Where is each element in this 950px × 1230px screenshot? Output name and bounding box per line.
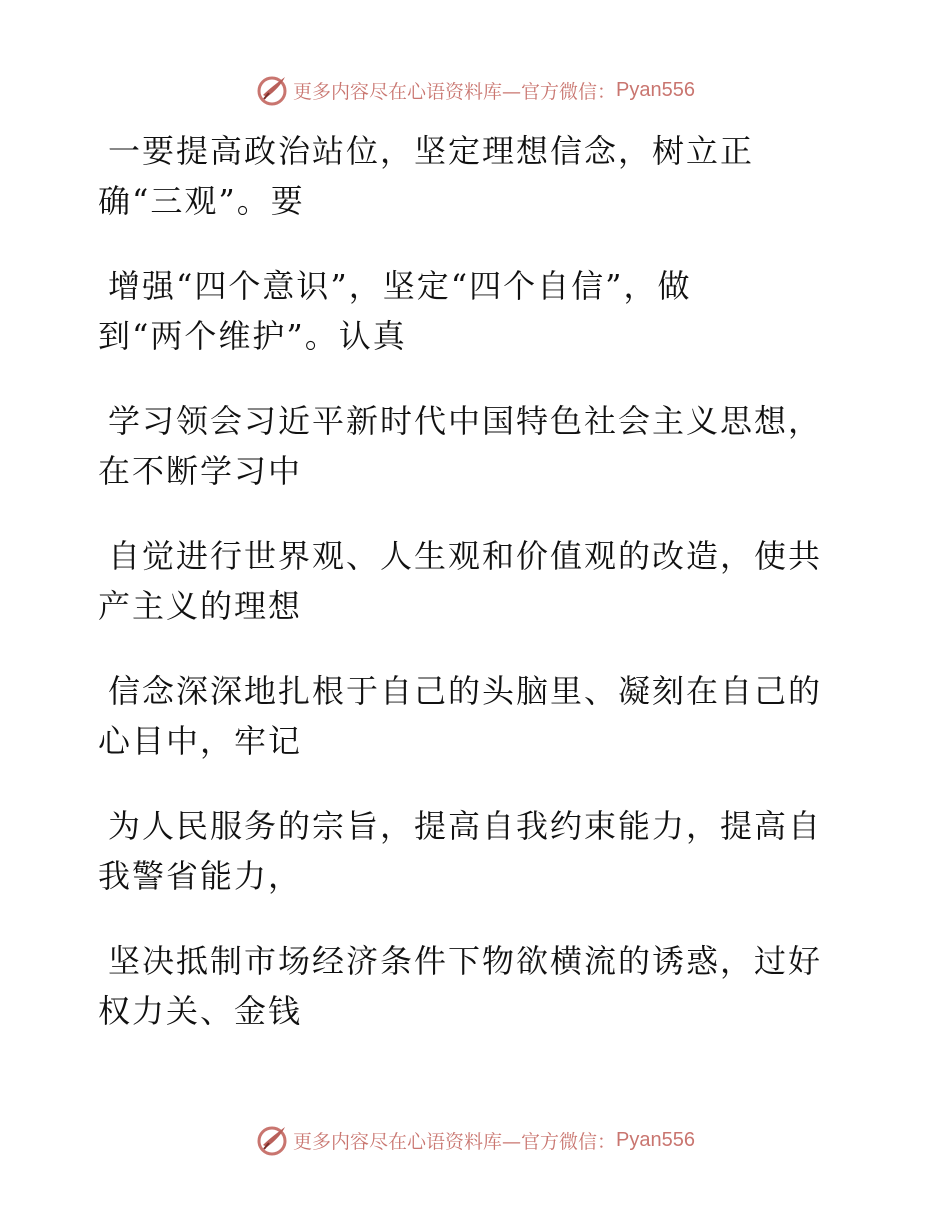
text-line: 自觉进行世界观、人生观和价值观的改造，使共: [108, 537, 823, 575]
text-line: 学习领会习近平新时代中国特色社会主义思想，: [108, 402, 823, 440]
quill-pen-logo-icon: [255, 1123, 289, 1157]
paragraph: [98, 666, 858, 766]
text-line: 心目中，牢记: [98, 722, 303, 760]
paragraph: [98, 531, 858, 631]
text-line: 确“三观”。要: [98, 182, 305, 220]
text-line: 我警省能力，: [98, 857, 303, 895]
footer-banner-wechat-id: Pyan556: [616, 1128, 695, 1151]
text-line: 坚决抵制市场经济条件下物欲横流的诱惑，过好: [108, 942, 823, 980]
footer-banner-text: 更多内容尽在心语资料库—官方微信：: [293, 1130, 617, 1153]
document-body: [98, 126, 858, 1071]
quill-pen-logo-icon: [255, 73, 289, 107]
text-line: 增强“四个意识”，坚定“四个自信”，做: [108, 267, 692, 305]
text-line: 信念深深地扎根于自己的头脑里、凝刻在自己的: [108, 672, 823, 710]
paragraph: [98, 801, 858, 901]
paragraph: [98, 261, 858, 361]
text-line: 一要提高政治站位，坚定理想信念，树立正: [108, 132, 755, 170]
text-line: 到“两个维护”。认真: [98, 317, 407, 355]
header-banner-wechat-id: Pyan556: [616, 78, 695, 101]
text-line: 产主义的理想: [98, 587, 303, 625]
text-line: 在不断学习中: [98, 452, 303, 490]
text-line: 权力关、金钱: [98, 992, 303, 1030]
paragraph: [98, 936, 858, 1036]
paragraph: [98, 396, 858, 496]
header-banner: [0, 70, 950, 110]
header-banner-text: 更多内容尽在心语资料库—官方微信：: [293, 80, 617, 103]
paragraph: [98, 126, 858, 226]
footer-banner: [0, 1120, 950, 1160]
text-line: 为人民服务的宗旨，提高自我约束能力，提高自: [108, 807, 823, 845]
